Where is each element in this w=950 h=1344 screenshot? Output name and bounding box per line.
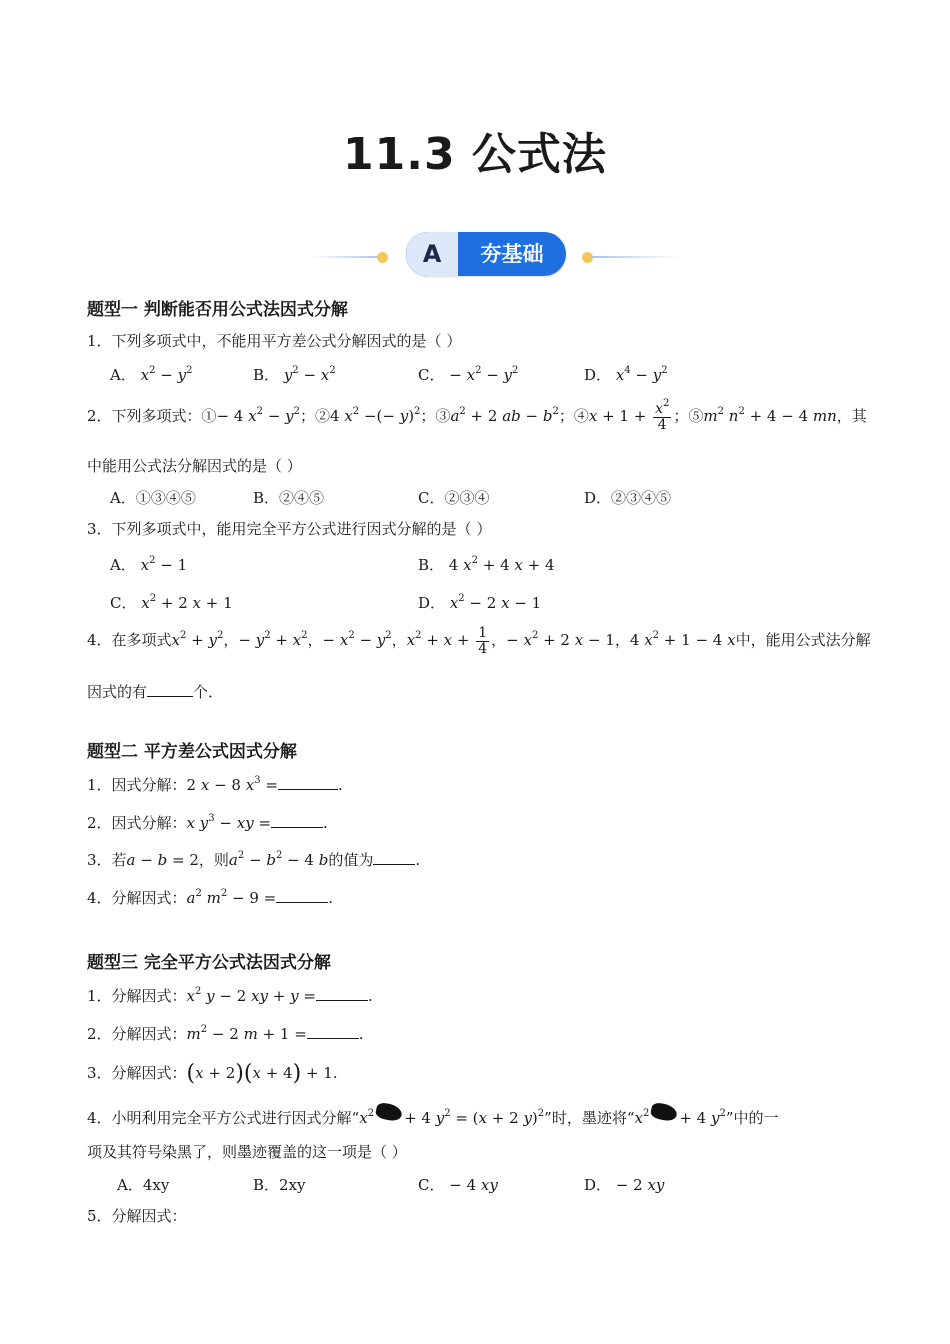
question-1-4: 4．在多项式$x^2 + y^2$，− $y^2 + x^2$，− $x^2 - y^2$，$x^2 + x$ + $\frac{1}{4}$ ，− $x^2 + 2$ x − 1，4 $x^2 + 1 - 4$ x中，能用公式法分解 — [87, 625, 871, 657]
question-1-4-line2: 因式的有 个． — [87, 683, 224, 701]
question-3-4-line2: 项及其符号染黑了，则墨迹覆盖的这一项是（ ） — [87, 1143, 407, 1161]
section-heading-3: 题型三 完全平方公式法因式分解 — [87, 953, 331, 973]
option-b: B．2xy — [253, 1176, 306, 1194]
answer-blank[interactable] — [373, 850, 415, 865]
option-c: C． − $x^2 - y^2$ — [418, 365, 519, 384]
answer-blank[interactable] — [316, 986, 368, 1001]
option-b: B． $y^2 - x^2$ — [253, 365, 336, 384]
option-a: A．4xy — [117, 1176, 170, 1194]
answer-blank[interactable] — [147, 682, 193, 697]
question-3-3: 3．分解因式：(x + 2)(x + 4) + 1. — [87, 1061, 338, 1086]
option-d: D．②③④⑤ — [584, 489, 672, 507]
section-banner — [310, 230, 680, 278]
question-1-2-line2: 中能用公式法分解因式的是（ ） — [87, 457, 302, 475]
option-d: D． − 2 xy — [584, 1176, 665, 1194]
question-3-5: 5．分解因式： — [87, 1207, 187, 1225]
option-b: B．②④⑤ — [253, 489, 325, 507]
question-3-1: 1．分解因式：$x^2$ y − 2 xy + y = . — [87, 986, 373, 1005]
option-b: B． 4 $x^2 + 4$ x + 4 — [418, 555, 555, 574]
question-2-1: 1．因式分解：2 x − 8 $x^3$ = . — [87, 775, 343, 794]
banner-line-left — [310, 256, 380, 258]
banner-dot-left — [377, 252, 388, 263]
option-a: A．①③④⑤ — [110, 489, 196, 507]
option-c: C．②③④ — [418, 489, 490, 507]
question-2-4: 4．分解因式：$a^2$ $m^2 - 9$ = . — [87, 888, 334, 907]
option-d: D． $x^4 - y^2$ — [584, 365, 668, 384]
question-2-3: 3．若a − b = 2，则$a^2 - b^2 - 4$ b的值为 . — [87, 850, 421, 869]
question-3-2: 2．分解因式：$m^2 - 2$ m + 1 = . — [87, 1024, 364, 1043]
option-c: C． − 4 xy — [418, 1176, 498, 1194]
banner-line-right — [592, 256, 680, 258]
answer-blank[interactable] — [278, 775, 338, 790]
answer-blank[interactable] — [271, 813, 323, 828]
ink-blot — [375, 1101, 404, 1122]
page-title: 11.3 公式法 — [343, 129, 607, 180]
question-1-2: 2．下列多项式：①− 4 $x^2 - y^2$；②4 $x^2$ −(− y)$^2$；$③a^2 + 2$ ab − $b^2$；④x + 1 + $\frac{x^2}{4}$ ；$⑤m^2$ $n^2 + 4 - 4$ mn，其 — [87, 398, 867, 433]
banner-letter: A — [406, 232, 458, 276]
option-a: A． $x^2 - y^2$ — [110, 365, 193, 384]
ink-blot — [650, 1101, 679, 1122]
question-3-4: 4．小明利用完全平方公式进行因式分解“$x^2 + 4$ $y^2 = (x + 2$ y)$^2$”时，墨迹将“$x^2 + 4$ $y^2$”中的一 — [87, 1104, 779, 1128]
section-heading-1: 题型一 判断能否用公式法因式分解 — [87, 300, 348, 320]
option-d: D． $x^2 - 2$ x − 1 — [418, 593, 542, 612]
section-heading-2: 题型二 平方差公式因式分解 — [87, 742, 297, 762]
question-1-1: 1．下列多项式中，不能用平方差公式分解因式的是（ ） — [87, 332, 462, 350]
answer-blank[interactable] — [276, 888, 328, 903]
banner-label: 夯基础 — [480, 242, 544, 266]
answer-blank[interactable] — [307, 1024, 359, 1039]
option-a: A． $x^2 - 1$ — [110, 555, 188, 574]
option-c: C． $x^2 + 2$ x + 1 — [110, 593, 233, 612]
question-2-2: 2．因式分解：x $y^3$ − xy = . — [87, 813, 328, 832]
banner-pill — [406, 232, 566, 276]
question-1-3: 3．下列多项式中，能用完全平方公式进行因式分解的是（ ） — [87, 520, 492, 538]
